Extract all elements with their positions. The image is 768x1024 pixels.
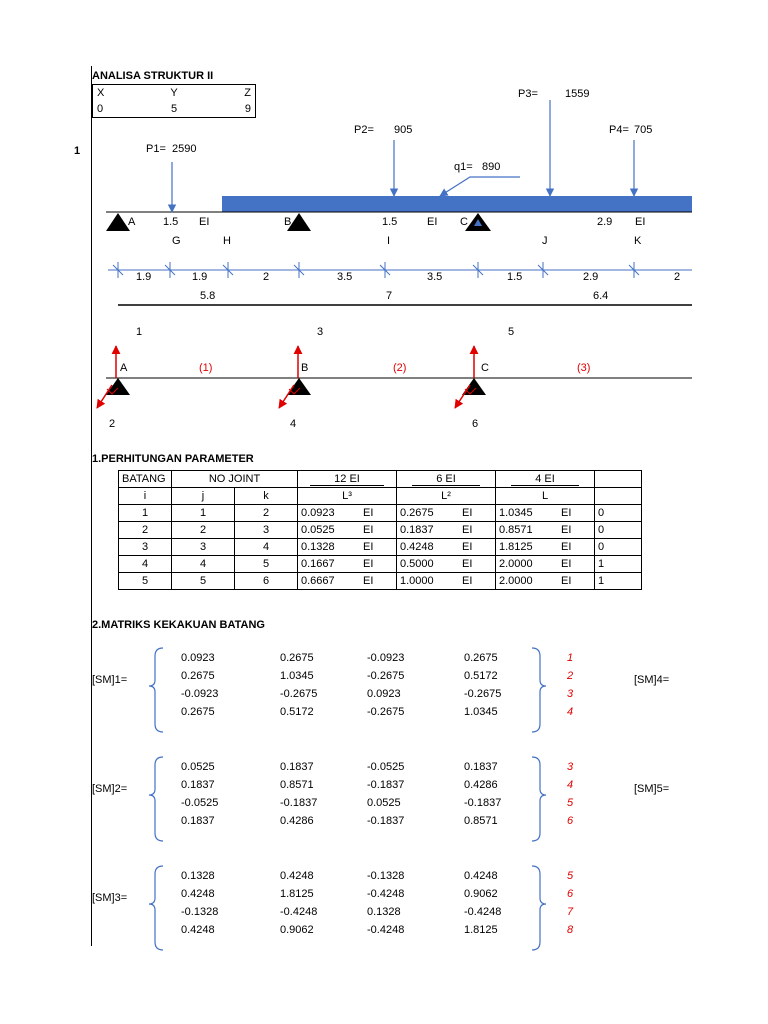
span-value-1: 5.8: [200, 290, 216, 302]
param-cell: EI: [459, 573, 496, 590]
param-cell: 1: [119, 505, 172, 522]
matrix-cell: 0.2675: [280, 652, 314, 664]
page-title: ANALISA STRUKTUR II: [92, 70, 214, 82]
matrix-cell: 0.2675: [464, 652, 498, 664]
param-head-4ei: 4 EI: [496, 471, 595, 488]
matrix-cell: -0.1837: [367, 779, 405, 791]
param-cell: 0.1837: [397, 522, 460, 539]
matrix-cell: 0.1328: [367, 906, 401, 918]
xyz-header-y: Y: [170, 87, 178, 99]
param-row: [119, 522, 642, 539]
param-cell: 2: [172, 522, 235, 539]
param-cell: 3: [172, 539, 235, 556]
param-cell: 0.0923: [298, 505, 361, 522]
q1-label: q1=: [454, 161, 473, 173]
matrix-cell: -0.1837: [280, 797, 318, 809]
matrix-cell: 1.8125: [280, 888, 314, 900]
matrix-cell: 0.9062: [280, 924, 314, 936]
param-cell: 1: [172, 505, 235, 522]
matrix-dof-index: 6: [567, 888, 574, 900]
param-cell: 3: [235, 522, 298, 539]
matrix-cell: -0.0525: [367, 761, 405, 773]
matrix-cell: 0.1328: [181, 870, 215, 882]
xyz-header-x: X: [97, 87, 105, 99]
joint-c-label: C: [460, 216, 468, 228]
matrix-dof-index: 5: [567, 797, 574, 809]
matrix-dof-index: 3: [567, 761, 574, 773]
matrix-cell: 0.2675: [181, 670, 215, 682]
p2-label: P2=: [354, 124, 374, 136]
param-cell: 0.5000: [397, 556, 460, 573]
matrix-label: [SM]3=: [92, 892, 128, 904]
q1-value: 890: [482, 161, 501, 173]
p3-label: P3=: [518, 88, 538, 100]
matrix-cell: -0.0525: [181, 797, 219, 809]
param-head-j: j: [172, 488, 235, 505]
p4-label: P4=: [609, 124, 629, 136]
matrix-cell: -0.2675: [464, 688, 502, 700]
dof-6: 6: [472, 418, 479, 430]
beam-ei-1: EI: [199, 216, 210, 228]
param-head-k: k: [235, 488, 298, 505]
matrix-cell: 0.1837: [464, 761, 498, 773]
matrix-cell: 0.5172: [280, 706, 314, 718]
matrix-cell: -0.4248: [367, 888, 405, 900]
param-cell: 0.4248: [397, 539, 460, 556]
matrix-dof-index: 8: [567, 924, 574, 936]
matrix-dof-index: 4: [567, 706, 574, 718]
matrix-cell: 0.1837: [181, 815, 215, 827]
matrix-cell: 0.1837: [181, 779, 215, 791]
point-g-label: G: [172, 235, 181, 247]
param-head-12ei: 12 EI: [298, 471, 397, 488]
matrix-cell: -0.2675: [280, 688, 318, 700]
matrix-cell: -0.2675: [367, 670, 405, 682]
param-row: [119, 573, 642, 590]
point-j-label: J: [542, 235, 548, 247]
section2-title: 2.MATRIKS KEKAKUAN BATANG: [92, 619, 265, 631]
matrix-cell: 0.4248: [181, 888, 215, 900]
beam-dist-1: 1.5: [163, 216, 179, 228]
matrix-cell: -0.1328: [367, 870, 405, 882]
joint-a-label: A: [128, 216, 136, 228]
param-cell: 1.0000: [397, 573, 460, 590]
matrix-cell: 1.0345: [280, 670, 314, 682]
param-cell: EI: [459, 505, 496, 522]
matrix-dof-index: 7: [567, 906, 574, 918]
param-cell: 4: [235, 539, 298, 556]
param-cell: 0.2675: [397, 505, 460, 522]
param-cell: 4: [172, 556, 235, 573]
xyz-header-z: Z: [244, 87, 251, 99]
param-cell: EI: [360, 539, 397, 556]
matrix-cell: 0.4248: [464, 870, 498, 882]
matrix-dof-index: 5: [567, 870, 574, 882]
p1-label: P1=: [146, 143, 166, 155]
param-cell: 0.6667: [298, 573, 361, 590]
dim-value-8: 2: [674, 271, 681, 283]
matrix-cell: 0.8571: [280, 779, 314, 791]
param-cell: EI: [459, 556, 496, 573]
dof-3: 3: [317, 326, 324, 338]
point-i-label: I: [387, 235, 391, 247]
matrix-cell: 0.4286: [464, 779, 498, 791]
param-cell: 0.8571: [496, 522, 559, 539]
matrix-cell: 1.8125: [464, 924, 498, 936]
param-cell: 5: [172, 573, 235, 590]
param-cell: EI: [360, 505, 397, 522]
matrix-cell: 0.0923: [367, 688, 401, 700]
param-cell: EI: [360, 522, 397, 539]
param-head-l3: L³: [298, 488, 397, 505]
xyz-value-z: 9: [244, 103, 251, 115]
matrix-cell: -0.2675: [367, 706, 405, 718]
matrix-cell: 0.1837: [280, 761, 314, 773]
param-table: [118, 470, 642, 590]
section1-title: 1.PERHITUNGAN PARAMETER: [92, 453, 254, 465]
beam-ei-2: EI: [427, 216, 438, 228]
beam-dist-3: 2.9: [597, 216, 613, 228]
param-row: [119, 556, 642, 573]
dim-value-5: 3.5: [427, 271, 443, 283]
sm4-label: [SM]4=: [634, 674, 670, 686]
param-head-6ei: 6 EI: [397, 471, 496, 488]
param-cell: 1: [595, 556, 642, 573]
dof-joint-c: C: [481, 362, 489, 374]
matrix-label: [SM]1=: [92, 674, 128, 686]
xyz-value-y: 5: [170, 103, 178, 115]
matrix-dof-index: 4: [567, 779, 574, 791]
dim-value-1: 1.9: [136, 271, 152, 283]
member-3-label: (3): [577, 362, 591, 374]
matrix-cell: -0.4248: [367, 924, 405, 936]
param-cell: EI: [360, 556, 397, 573]
dim-value-3: 2: [263, 271, 270, 283]
matrix-cell: 0.9062: [464, 888, 498, 900]
dim-value-7: 2.9: [583, 271, 599, 283]
matrix-cell: -0.1837: [367, 815, 405, 827]
matrix-cell: 0.5172: [464, 670, 498, 682]
param-cell: EI: [558, 573, 595, 590]
param-cell: 1: [595, 573, 642, 590]
matrix-label: [SM]2=: [92, 783, 128, 795]
param-cell: 1.8125: [496, 539, 559, 556]
param-cell: 0: [595, 539, 642, 556]
matrix-cell: 0.0923: [181, 652, 215, 664]
dim-value-4: 3.5: [337, 271, 353, 283]
param-cell: 2: [235, 505, 298, 522]
matrix-dof-index: 6: [567, 815, 574, 827]
matrix-cell: -0.4248: [464, 906, 502, 918]
param-cell: 3: [119, 539, 172, 556]
param-cell: 0.1667: [298, 556, 361, 573]
p4-value: 705: [634, 124, 653, 136]
param-cell: EI: [360, 573, 397, 590]
dim-value-6: 1.5: [507, 271, 523, 283]
param-cell: 6: [235, 573, 298, 590]
matrix-cell: 0.4248: [181, 924, 215, 936]
matrix-cell: 0.2675: [181, 706, 215, 718]
beam-ei-4: EI: [635, 216, 646, 228]
member-2-label: (2): [393, 362, 407, 374]
matrix-cell: -0.1837: [464, 797, 502, 809]
param-cell: EI: [558, 522, 595, 539]
matrix-cell: 1.0345: [464, 706, 498, 718]
matrix-cell: 0.4248: [280, 870, 314, 882]
dof-4: 4: [290, 418, 297, 430]
dim-value-2: 1.9: [192, 271, 208, 283]
param-cell: 0.1328: [298, 539, 361, 556]
param-head-batang: BATANG: [119, 471, 172, 488]
dof-joint-b: B: [301, 362, 309, 374]
matrix-dof-index: 1: [567, 652, 574, 664]
param-head-l2: L²: [397, 488, 496, 505]
matrix-cell: 0.0525: [367, 797, 401, 809]
matrix-cell: -0.0923: [367, 652, 405, 664]
span-value-2: 7: [386, 290, 393, 302]
param-cell: 1.0345: [496, 505, 559, 522]
member-1-label: (1): [199, 362, 213, 374]
param-head-l: L: [496, 488, 595, 505]
dof-2: 2: [109, 418, 116, 430]
p2-value: 905: [394, 124, 413, 136]
matrix-cell: 0.4286: [280, 815, 314, 827]
param-cell: 2.0000: [496, 556, 559, 573]
xyz-value-x: 0: [97, 103, 104, 115]
param-cell: EI: [459, 539, 496, 556]
matrix-dof-index: 2: [567, 670, 574, 682]
param-cell: 0: [595, 505, 642, 522]
matrix-cell: -0.1328: [181, 906, 219, 918]
dof-joint-a: A: [120, 362, 128, 374]
param-head-nojoint: NO JOINT: [172, 471, 298, 488]
param-cell: EI: [558, 539, 595, 556]
param-cell: 2.0000: [496, 573, 559, 590]
param-cell: EI: [459, 522, 496, 539]
param-row: [119, 539, 642, 556]
point-k-label: K: [634, 235, 642, 247]
param-head-extra: [595, 471, 642, 488]
param-cell: 5: [235, 556, 298, 573]
span-value-3: 6.4: [593, 290, 609, 302]
param-cell: 0: [595, 522, 642, 539]
point-h-label: H: [223, 235, 231, 247]
matrix-cell: 0.8571: [464, 815, 498, 827]
p3-value: 1559: [565, 88, 590, 100]
matrix-dof-index: 3: [567, 688, 574, 700]
param-head-i: i: [119, 488, 172, 505]
param-cell: 5: [119, 573, 172, 590]
param-cell: EI: [558, 505, 595, 522]
beam-dist-2: 1.5: [382, 216, 398, 228]
dof-1: 1: [136, 326, 143, 338]
param-cell: 0.0525: [298, 522, 361, 539]
p1-value: 2590: [172, 143, 197, 155]
param-body: [119, 505, 642, 590]
param-cell: 2: [119, 522, 172, 539]
param-cell: EI: [558, 556, 595, 573]
sm5-label: [SM]5=: [634, 783, 670, 795]
dof-5: 5: [508, 326, 515, 338]
joint-b-label: B: [284, 216, 292, 228]
param-head-extra2: [595, 488, 642, 505]
param-row: [119, 505, 642, 522]
matrix-cell: -0.0923: [181, 688, 219, 700]
row-number: 1: [74, 145, 81, 157]
matrix-cell: -0.4248: [280, 906, 318, 918]
matrix-cell: 0.0525: [181, 761, 215, 773]
param-cell: 4: [119, 556, 172, 573]
